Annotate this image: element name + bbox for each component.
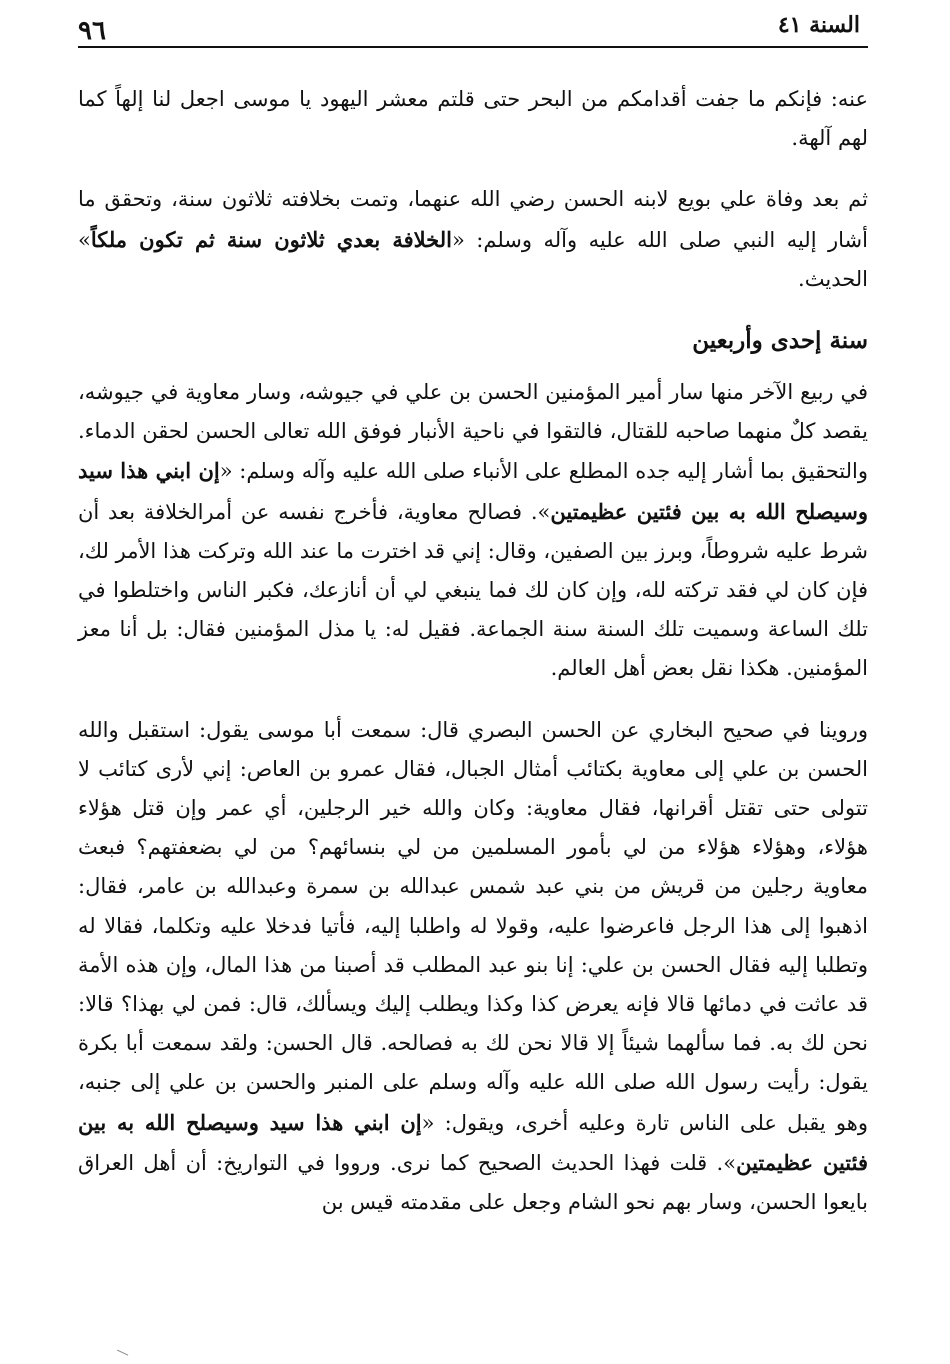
book-page (78, 10, 868, 1222)
paragraph-1 (78, 80, 868, 158)
section-heading: سنة إحدى وأربعين (692, 327, 868, 355)
page-body (78, 80, 868, 1222)
running-head: السنة ٤١ (777, 12, 860, 38)
paragraph-4-text-a: وروينا في صحيح البخاري عن الحسن البصري قال: سمعت أبا موسى يقول: استقبل والله الحسن بن علي إلى معاوية بكتائب أمثال الجبال، فقال عمرو بن العاص: إني لأرى كتائب لا تتولى حتى تقتل أقرانها، فقال معاوية: وكان والله خير الرجلين، أي عمر وإن قتل هؤلاء هؤلاء، وهؤلاء هؤلاء من لي بأمور المسلمين من لي بنسائهم؟ من لي بضعفتهم؟ فبعث معاوية رجلين من قريش من بني عبد شمس عبدالله بن سمرة وعبدالله بن عامر، فقال: اذهبوا إلى هذا الرجل فاعرضوا عليه، وقولا له واطلبا إليه، فأتيا فدخلا عليه وتكلما، فقالا له وتطلبا إليه فقال الحسن بن علي: إنا بنو عبد المطلب قد أصبنا من هذا المال، وإن هذه الأمة قد عاثت في دمائها قالا فإنه يعرض كذا وكذا ويطلب إليك ويسألك، قال: فمن لي بهذا؟ قالا: نحن لك به. فما سألهما شيئاً إلا قالا نحن لك به فصالحه. قال الحسن: ولقد سمعت أبا بكرة يقول: رأيت رسول الله صلى الله عليه وآله وسلم على المنبر والحسن بن علي إلى جنبه، وهو يقبل على الناس تارة وعليه أخرى، ويقول: « (78, 717, 868, 1135)
scan-mark (116, 1350, 129, 1359)
page-number: ٩٦ (78, 16, 106, 46)
paragraph-4 (78, 711, 868, 1223)
hadith-quote-sayyid-1: إن ابني هذا سيد وسيصلح الله به بين فئتين عظيمتين (78, 458, 868, 524)
hadith-quote-caliphate: الخلافة بعدي ثلاثون سنة ثم تكون ملكاً (90, 226, 452, 252)
paragraph-4-text-b: ». قلت فهذا الحديث الصحيح كما نرى. ورووا في التواريخ: أن أهل العراق بايعوا الحسن، وسار بهم نحو الشام وجعل على مقدمته قيس بن (78, 1150, 868, 1215)
page-header (78, 10, 868, 48)
hadith-quote-sayyid-2: إن ابني هذا سيد وسيصلح الله به بين فئتين عظيمتين (78, 1109, 868, 1175)
paragraph-2-text-a: ثم بعد وفاة علي بويع لابنه الحسن رضي الله عنهما، وتمت بخلافته ثلاثون سنة، وتحقق ما أشار إليه النبي صلى الله عليه وآله وسلم: « (78, 187, 868, 252)
paragraph-1-text: عنه: فإنكم ما جفت أقدامكم من البحر حتى قلتم معشر اليهود يا موسى اجعل لنا إلهاً كما لهم آلهة. (78, 87, 868, 151)
paragraph-3 (78, 373, 868, 689)
paragraph-3-text-a: في ربيع الآخر منها سار أمير المؤمنين الحسن بن علي في جيوشه، وسار معاوية في جيوشه، يقصد كلٌ منهما صاحبه للقتال، فالتقوا في ناحية الأنبار فوفق الله تعالى الحسن لحقن الدماء. والتحقيق بما أشار إليه جده المطلع على الأنباء صلى الله عليه وآله وسلم: « (78, 380, 868, 484)
paragraph-3-text-b: ». فصالح معاوية، فأخرج نفسه عن أمرالخلافة بعد أن شرط عليه شروطاً، وبرز بين الصفين، وقال: إني قد اخترت ما عند الله وتركت هذا الأمر لك، فإن كان لي فقد تركته لله، وإن كان لك فما ينبغي لي أن أنازعك، فكبر الناس واختلطوا في تلك الساعة وسميت تلك السنة سنة الجماعة. فقيل له: يا مذل المؤمنين فقال: بل أنا معز المؤمنين. هكذا نقل بعض أهل العالم. (78, 499, 868, 681)
paragraph-2 (78, 180, 868, 299)
paragraph-2-text-b: » الحديث. (78, 227, 868, 291)
